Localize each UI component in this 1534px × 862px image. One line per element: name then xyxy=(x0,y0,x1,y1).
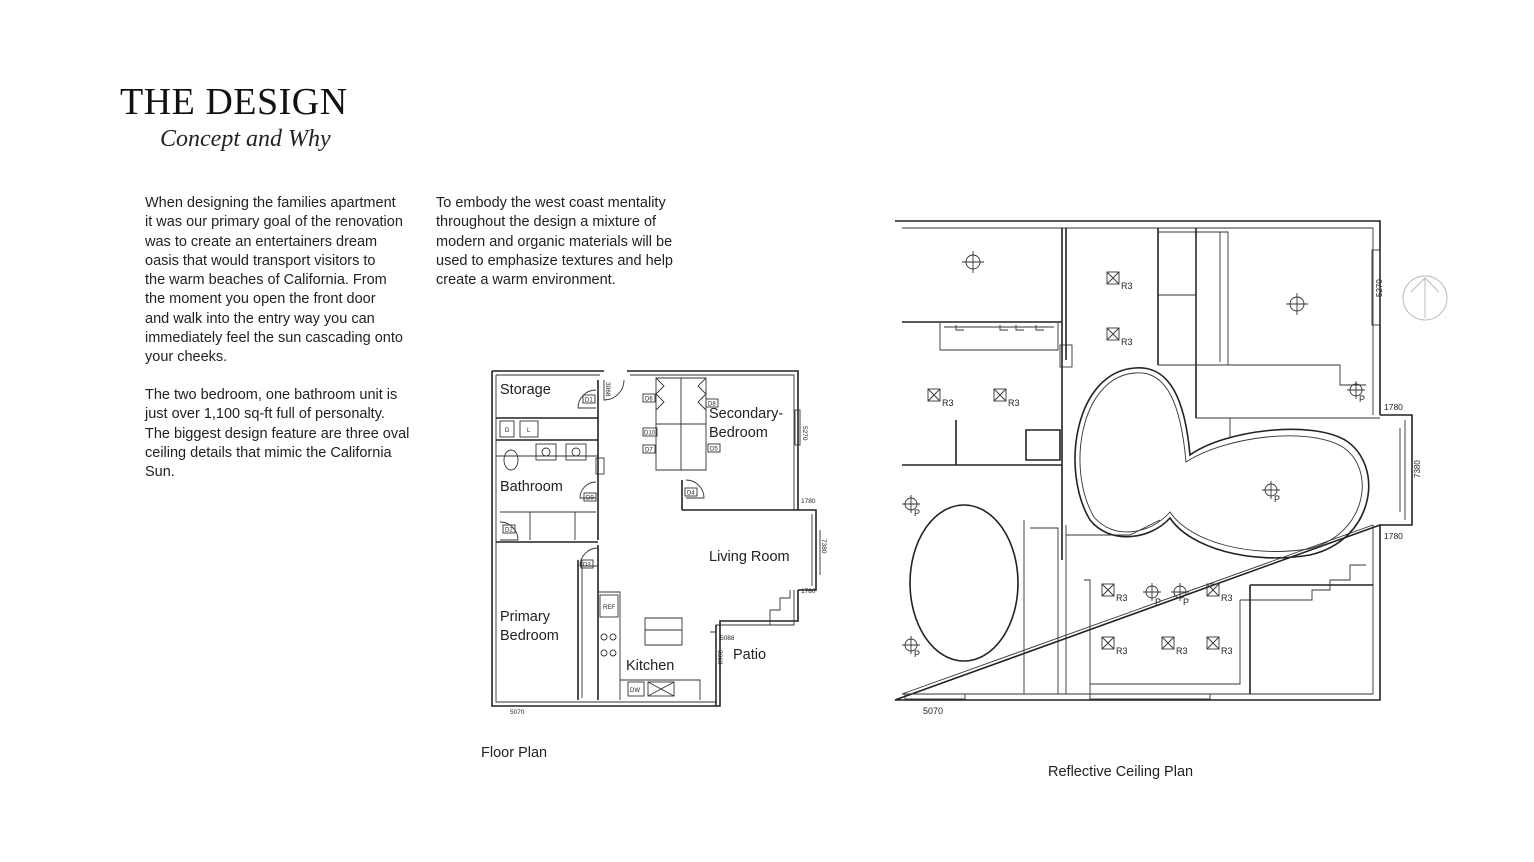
appliance-tag-ref: REF xyxy=(603,605,615,611)
tag-p: P xyxy=(1155,597,1162,607)
dim-5070: 5070 xyxy=(923,706,944,716)
door-tag-d10: D10 xyxy=(644,430,656,437)
tag-p: P xyxy=(1274,494,1281,504)
door-tag-d5: D5 xyxy=(710,446,718,453)
recessed-light-icon xyxy=(1207,637,1219,649)
tag-r3: R3 xyxy=(1221,593,1233,603)
door-tag-d2: D2 xyxy=(505,527,513,534)
tag-r3: R3 xyxy=(1221,646,1233,656)
tag-p: P xyxy=(914,508,921,518)
recessed-light-icon xyxy=(1107,328,1119,340)
tag-r3: R3 xyxy=(1116,593,1128,603)
page-subtitle: Concept and Why xyxy=(160,126,331,152)
room-label-secondary-bedroom-2: Bedroom xyxy=(709,425,768,441)
tag-p: P xyxy=(914,649,921,659)
door-tag-d1: D1 xyxy=(585,397,593,404)
door-tag-d4: D4 xyxy=(687,490,695,497)
dim-3068-b: 3068 xyxy=(716,650,723,665)
dim-1780-a: 1780 xyxy=(1384,402,1403,412)
dim-5270: 5270 xyxy=(801,426,808,441)
tag-p: P xyxy=(1183,597,1190,607)
ceiling-plan-fixtures xyxy=(902,251,1365,654)
north-arrow-icon xyxy=(1403,276,1447,320)
ceiling-plan-oval-features xyxy=(910,368,1369,661)
dim-7380: 7380 xyxy=(1413,460,1422,478)
recessed-light-icon xyxy=(994,389,1006,401)
ceiling-plan-dimensions xyxy=(923,279,1422,716)
tag-r3: R3 xyxy=(1121,281,1133,291)
dim-5270: 5270 xyxy=(1375,279,1384,297)
room-label-primary-bedroom-2: Bedroom xyxy=(500,628,559,644)
room-label-bathroom: Bathroom xyxy=(500,479,563,495)
room-label-secondary-bedroom-1: Secondary- xyxy=(709,406,784,422)
recessed-light-icon xyxy=(1102,584,1114,596)
ceiling-plan-walls xyxy=(895,221,1412,700)
dim-7380: 7380 xyxy=(820,539,827,554)
door-tag-d6: D6 xyxy=(645,396,653,403)
room-label-storage: Storage xyxy=(500,382,551,398)
tag-r3: R3 xyxy=(1121,337,1133,347)
room-label-kitchen: Kitchen xyxy=(626,658,675,674)
tag-p: P xyxy=(1359,394,1366,404)
tag-r3: R3 xyxy=(1176,646,1188,656)
room-label-living-room: Living Room xyxy=(709,549,790,565)
concept-paragraph-3: To embody the west coast mentality throughout the design a mixture of modern and organic materials will be used to emphasize textures and help create a warm environment. xyxy=(436,195,673,289)
dim-1780-a: 1780 xyxy=(801,498,816,505)
tag-r3: R3 xyxy=(1116,646,1128,656)
dim-5088: 5088 xyxy=(720,635,735,642)
ceiling-plan-caption: Reflective Ceiling Plan xyxy=(1048,764,1194,780)
door-tag-d7: D7 xyxy=(645,447,653,454)
recessed-light-icon xyxy=(1162,637,1174,649)
pendant-light-icon xyxy=(1286,293,1308,315)
recessed-light-icon xyxy=(1102,637,1114,649)
dim-3068-a: 3068 xyxy=(604,382,611,397)
pendant-light-icon xyxy=(962,251,984,273)
recessed-light-icon xyxy=(928,389,940,401)
door-tag-d9: D9 xyxy=(586,495,594,502)
door-tag-d3: D3 xyxy=(583,562,591,569)
room-label-primary-bedroom-1: Primary xyxy=(500,609,550,625)
ceiling-plan-fixture-tags xyxy=(914,281,1365,659)
room-label-patio: Patio xyxy=(733,647,767,663)
fixture-tag-l: L xyxy=(527,428,531,434)
page-title: THE DESIGN xyxy=(120,81,348,123)
dim-5070: 5070 xyxy=(510,709,525,716)
door-tag-d8: D8 xyxy=(708,401,716,408)
concept-paragraph-1: When designing the families apartment it was our primary goal of the renovation was to create an entertainers dream oasis that would transport visitors to the warm beaches of California. From the moment you open the front door and walk into the entry way you can immediately feel the sun cascading onto your cheeks. xyxy=(145,195,403,366)
tag-r3: R3 xyxy=(1008,398,1020,408)
fixture-tag-d: D xyxy=(505,428,510,434)
appliance-tag-dw: DW xyxy=(630,688,640,694)
tag-r3: R3 xyxy=(942,398,954,408)
recessed-light-icon xyxy=(1107,272,1119,284)
dim-1780-b: 1780 xyxy=(801,588,816,595)
dim-1780-b: 1780 xyxy=(1384,531,1403,541)
floor-plan-caption: Floor Plan xyxy=(481,745,548,761)
concept-paragraph-2: The two bedroom, one bathroom unit is just over 1,100 sq-ft full of personalty. The biggest design feature are three oval ceiling details that mimic the California Sun. xyxy=(145,387,410,481)
